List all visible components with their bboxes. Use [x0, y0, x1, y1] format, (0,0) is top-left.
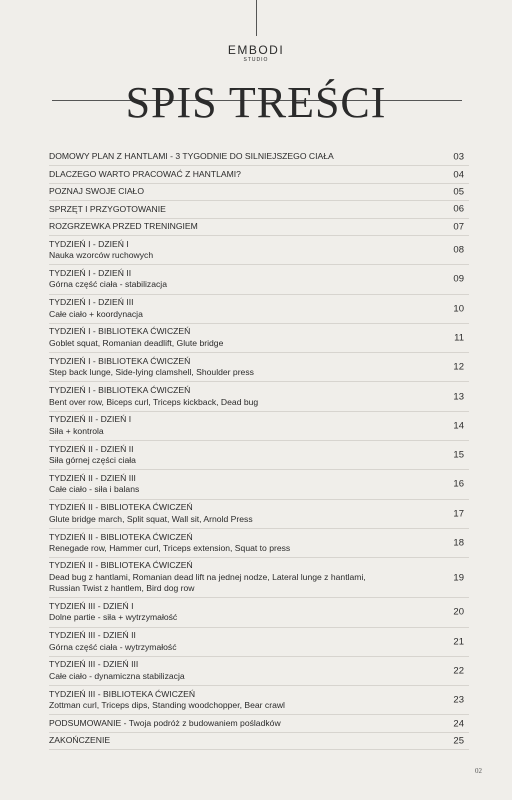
toc-entry-subtitle: Dolne partie - siła + wytrzymałość	[49, 612, 178, 623]
toc-entry-text	[49, 532, 469, 555]
page-number: 02	[475, 767, 482, 775]
toc-entry-heading: PODSUMOWANIE - Twoja podróż z budowaniem pośladków	[49, 717, 281, 728]
toc-entry-heading: TYDZIEŃ II - BIBLIOTEKA ĆWICZEŃ	[49, 531, 193, 542]
toc-entry-subtitle: Całe ciało - dynamiczna stabilizacja	[49, 670, 185, 681]
toc-entry-text	[49, 221, 469, 233]
toc-entry[interactable]	[49, 715, 469, 732]
toc-entry[interactable]	[49, 558, 469, 598]
toc-entry-heading: DOMOWY PLAN Z HANTLAMI - 3 TYGODNIE DO SILNIEJSZEGO CIAŁA	[49, 151, 334, 162]
toc-entry[interactable]	[49, 201, 469, 218]
toc-entry[interactable]	[49, 733, 469, 750]
toc-entry-heading: TYDZIEŃ III - DZIEŃ III	[49, 659, 139, 670]
toc-entry-text	[49, 326, 469, 349]
toc-entry-page-number: 22	[453, 665, 464, 677]
toc-entry-page-number: 16	[453, 478, 464, 490]
toc-entry-subtitle: Goblet squat, Romanian deadlift, Glute bridge	[49, 337, 224, 348]
toc-entry-subtitle: Siła + kontrola	[49, 425, 104, 436]
toc-entry-subtitle: Górna część ciała - stabilizacja	[49, 279, 167, 290]
toc-entry[interactable]	[49, 657, 469, 686]
toc-entry-subtitle: Glute bridge march, Split squat, Wall sit, Arnold Press	[49, 513, 253, 524]
toc-entry-heading: TYDZIEŃ I - DZIEŃ III	[49, 297, 134, 308]
toc-entry-subtitle: Górna część ciała - wytrzymałość	[49, 641, 177, 652]
toc-entry-subtitle: Nauka wzorców ruchowych	[49, 250, 154, 261]
toc-entry[interactable]	[49, 324, 469, 353]
toc-entry[interactable]	[49, 353, 469, 382]
toc-entry[interactable]	[49, 295, 469, 324]
toc-entry-page-number: 14	[453, 420, 464, 432]
toc-entry[interactable]	[49, 236, 469, 265]
toc-entry-heading: TYDZIEŃ II - DZIEŃ III	[49, 472, 136, 483]
toc-entry-page-number: 08	[453, 244, 464, 256]
toc-entry-subtitle: Renegade row, Hammer curl, Triceps extension, Squat to press	[49, 543, 291, 554]
toc-entry-text	[49, 204, 469, 216]
toc-entry[interactable]	[49, 598, 469, 627]
toc-entry-heading: TYDZIEŃ I - DZIEŃ II	[49, 267, 132, 278]
toc-entry[interactable]	[49, 686, 469, 715]
toc-entry-page-number: 18	[453, 537, 464, 549]
toc-entry-text	[49, 356, 469, 379]
toc-entry-page-number: 07	[453, 221, 464, 232]
toc-entry-heading: TYDZIEŃ III - BIBLIOTEKA ĆWICZEŃ	[49, 688, 196, 699]
toc-entry-text	[49, 659, 469, 682]
toc-entry-text	[49, 735, 469, 747]
toc-entry-page-number: 04	[453, 168, 464, 180]
toc-entry-subtitle: Step back lunge, Side-lying clamshell, Shoulder press	[49, 367, 254, 378]
toc-entry-heading: POZNAJ SWOJE CIAŁO	[49, 186, 145, 197]
toc-entry[interactable]	[49, 166, 469, 183]
toc-entry-heading: TYDZIEŃ II - BIBLIOTEKA ĆWICZEŃ	[49, 502, 193, 513]
toc-entry-text	[49, 297, 469, 320]
toc-entry-heading: TYDZIEŃ III - DZIEŃ II	[49, 630, 136, 641]
toc-entry-page-number: 21	[453, 635, 464, 647]
toc-entry-heading: TYDZIEŃ II - DZIEŃ II	[49, 443, 134, 454]
toc-entry-page-number: 20	[453, 606, 464, 618]
toc-entry-text	[49, 601, 469, 624]
toc-entry-page-number: 10	[453, 302, 464, 314]
toc-entry[interactable]	[49, 412, 469, 441]
toc-entry-text	[49, 689, 469, 712]
logo-sub-text: STUDIO	[243, 57, 269, 63]
toc-entry-text	[49, 169, 469, 181]
toc-entry-subtitle: Dead bug z hantlami, Romanian dead lift na jednej nodze, Lateral lunge z hantlami,	[49, 571, 366, 582]
toc-entry-subtitle: Całe ciało - siła i balans	[49, 484, 140, 495]
brand-logo	[0, 44, 512, 63]
toc-entry-heading: TYDZIEŃ I - DZIEŃ I	[49, 238, 129, 249]
toc-entry-page-number: 15	[453, 449, 464, 461]
toc-entry-page-number: 19	[453, 571, 464, 583]
toc-entry[interactable]	[49, 184, 469, 201]
toc-entry-heading: SPRZĘT I PRZYGOTOWANIE	[49, 203, 166, 214]
toc-entry-page-number: 13	[453, 390, 464, 402]
toc-entry-heading: TYDZIEŃ II - DZIEŃ I	[49, 414, 132, 425]
toc-entry-text	[49, 473, 469, 496]
page-title: SPIS TREŚCI	[125, 78, 387, 127]
toc-entry[interactable]	[49, 219, 469, 236]
toc-entry-heading: TYDZIEŃ I - BIBLIOTEKA ĆWICZEŃ	[49, 385, 191, 396]
toc-entry[interactable]	[49, 265, 469, 294]
toc-entry-subtitle: Zottman curl, Triceps dips, Standing woodchopper, Bear crawl	[49, 700, 285, 711]
toc-entry-page-number: 17	[453, 508, 464, 520]
toc-entry-page-number: 25	[453, 735, 464, 747]
toc-entry-page-number: 23	[453, 694, 464, 706]
toc-entry-text	[49, 718, 469, 730]
toc-entry-text	[49, 560, 469, 595]
toc-entry-heading: ROZGRZEWKA PRZED TRENINGIEM	[49, 221, 198, 231]
toc-entry-subtitle: Bent over row, Biceps curl, Triceps kickback, Dead bug	[49, 396, 259, 407]
toc-entry-text	[49, 385, 469, 408]
toc-entry-text	[49, 186, 469, 198]
toc-entry[interactable]	[49, 500, 469, 529]
toc-entry-heading: TYDZIEŃ I - BIBLIOTEKA ĆWICZEŃ	[49, 326, 191, 337]
toc-entry[interactable]	[49, 529, 469, 558]
toc-entry-page-number: 11	[454, 332, 464, 344]
toc-entry-subtitle: Russian Twist z hantlem, Bird dog row	[49, 583, 195, 594]
toc-entry[interactable]	[49, 628, 469, 657]
toc-entry[interactable]	[49, 470, 469, 499]
toc-entry-subtitle: Całe ciało + koordynacja	[49, 308, 143, 319]
table-of-contents	[49, 149, 469, 750]
toc-entry[interactable]	[49, 441, 469, 470]
toc-entry-text	[49, 414, 469, 437]
toc-entry-page-number: 09	[453, 273, 464, 285]
toc-entry-page-number: 06	[453, 203, 464, 215]
top-vertical-line	[256, 0, 257, 36]
toc-entry-text	[49, 268, 469, 291]
toc-entry-subtitle: Siła górnej części ciała	[49, 455, 136, 466]
toc-entry-page-number: 05	[453, 186, 464, 198]
toc-entry-heading: TYDZIEŃ II - BIBLIOTEKA ĆWICZEŃ	[49, 560, 193, 571]
toc-entry-heading: TYDZIEŃ III - DZIEŃ I	[49, 600, 134, 611]
toc-entry-page-number: 24	[453, 717, 464, 729]
toc-entry-heading: ZAKOŃCZENIE	[49, 735, 111, 746]
toc-entry-page-number: 12	[453, 361, 464, 373]
toc-entry-text	[49, 151, 469, 163]
logo-main-text: EMBODI	[227, 43, 285, 57]
toc-entry-heading: DLACZEGO WARTO PRACOWAĆ Z HANTLAMI?	[49, 168, 241, 179]
toc-entry-text	[49, 444, 469, 467]
toc-entry-text	[49, 239, 469, 262]
toc-entry-heading: TYDZIEŃ I - BIBLIOTEKA ĆWICZEŃ	[49, 355, 191, 366]
toc-entry-text	[49, 502, 469, 525]
toc-entry-text	[49, 630, 469, 653]
toc-entry[interactable]	[49, 382, 469, 411]
toc-entry[interactable]	[49, 149, 469, 166]
toc-entry-page-number: 03	[453, 151, 464, 163]
